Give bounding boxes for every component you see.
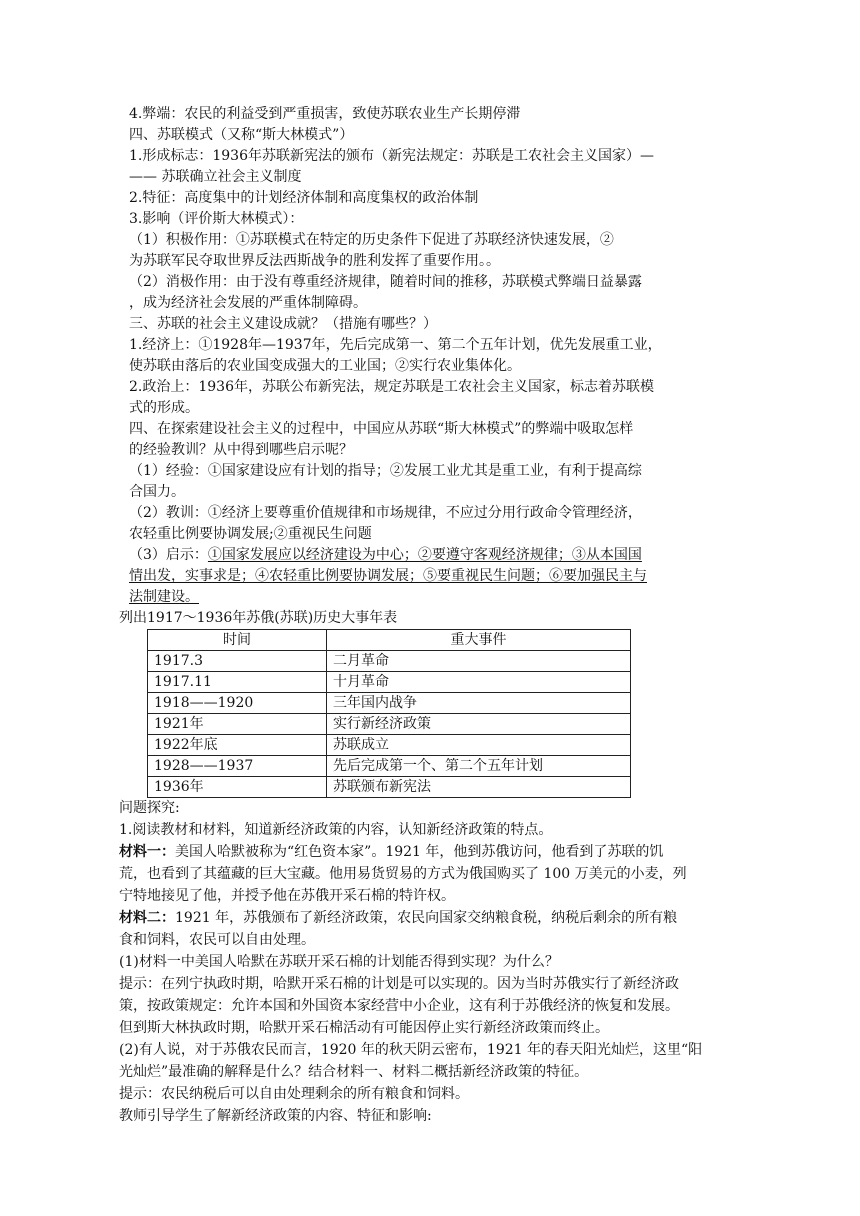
table-cell-event: 实行新经济政策: [327, 714, 631, 735]
material-two-line-2: 食和饲料，农民可以自由处理。: [119, 932, 315, 948]
text-line: 四、在探索建设社会主义的过程中，中国应从苏联“斯大林模式”的弊端中吸取怎样: [129, 421, 634, 437]
text-line: 四、苏联模式（又称“斯大林模式”）: [129, 127, 354, 143]
text-line: 1.形成标志：1936年苏联新宪法的颁布（新宪法规定：苏联是工农社会主义国家）—: [129, 148, 654, 164]
material-one-text-1: 美国人哈默被称为“红色资本家”。1921 年，他到苏俄访问，他看到了苏联的饥: [175, 844, 664, 860]
table-cell-event: 十月革命: [327, 672, 631, 693]
table-cell-event: 苏联成立: [327, 735, 631, 756]
text-line: 式的形成。: [129, 400, 199, 416]
hint-1-line-1: 提示：在列宁执政时期，哈默开采石棉的计划是可以实现的。因为当时苏俄实行了新经济政: [119, 976, 679, 992]
text-line: （2）消极作用：由于没有尊重经济规律，随着时间的推移，苏联模式弊端日益暴露: [129, 274, 642, 290]
table-row: [148, 714, 631, 735]
table-row: [148, 735, 631, 756]
enlightenment-line-1: [129, 545, 737, 566]
question-2-line-2: 光灿烂”最准确的解释是什么？结合材料一、材料二概括新经济政策的特征。: [119, 1064, 589, 1080]
table-header-row: [148, 630, 631, 651]
table-cell-event: 先后完成第一个、第二个五年计划: [327, 756, 631, 777]
table-cell-time: 1922年底: [148, 735, 327, 756]
table-row: [148, 756, 631, 777]
table-cell-time: 1918——1920: [148, 693, 327, 714]
material-one-line-1: [119, 841, 737, 863]
table-cell-time: 1928——1937: [148, 756, 327, 777]
text-line: 1.经济上：①1928年—1937年，先后完成第一、第二个五年计划，优先发展重工业，: [129, 337, 662, 353]
material-one-line-2: 荒，也看到了其蕴藏的巨大宝藏。他用易货贸易的方式为俄国购买了 100 万美元的小麦，列: [119, 866, 687, 882]
table-title: 列出1917～1936年苏俄(苏联)历史大事年表: [119, 610, 398, 626]
text-line: 3.影响（评价斯大林模式）：: [129, 211, 304, 227]
explore-task-1: 1.阅读教材和材料，知道新经济政策的内容，认知新经济政策的特点。: [119, 822, 553, 838]
question-1: (1)材料一中美国人哈默在苏联开采石棉的计划能否得到实现？为什么？: [119, 954, 559, 970]
table-header-time: 时间: [148, 630, 327, 651]
text-line: 2.特征：高度集中的计划经济体制和高度集权的政治体制: [129, 190, 479, 206]
table-cell-time: 1917.11: [148, 672, 327, 693]
table-cell-time: 1936年: [148, 777, 327, 798]
question-2-line-1: (2)有人说，对于苏俄农民而言，1920 年的秋天阴云密布，1921 年的春天阳光灿烂，这里“阳: [119, 1042, 703, 1058]
table-row: [148, 651, 631, 672]
text-line: 使苏联由落后的农业国变成强大的工业国；②实行农业集体化。: [129, 358, 521, 374]
table-cell-time: 1921年: [148, 714, 327, 735]
hint-1-line-3: 但到斯大林执政时期，哈默开采石棉活动有可能因停止实行新经济政策而终止。: [119, 1020, 609, 1036]
document-body: [119, 104, 737, 1127]
summary-section: [129, 104, 737, 545]
table-row: [148, 777, 631, 798]
material-one-line-3: 宁特地接见了他，并授予他在苏俄开采石棉的特许权。: [119, 888, 455, 904]
table-cell-event: 三年国内战争: [327, 693, 631, 714]
explore-title: 问题探究:: [119, 800, 180, 816]
hint-1-line-2: 策，按政策规定：允许本国和外国资本家经营中小企业，这有利于苏俄经济的恢复和发展。: [119, 998, 679, 1014]
text-line: —— 苏联确立社会主义制度: [129, 169, 302, 185]
text-line: 三、苏联的社会主义建设成就？（措施有哪些？）: [129, 316, 437, 332]
text-line: ，成为经济社会发展的严重体制障碍。: [129, 295, 367, 311]
text-line: 为苏联军民夺取世界反法西斯战争的胜利发挥了重要作用。。: [129, 253, 500, 269]
material-two-label: 材料二：: [119, 910, 175, 926]
text-line: 2.政治上：1936年，苏联公布新宪法，规定苏联是工农社会主义国家，标志着苏联模: [129, 379, 654, 395]
text-line: （1）积极作用：①苏联模式在特定的历史条件下促进了苏联经济快速发展，②: [129, 232, 614, 248]
table-cell-event: 苏联颁布新宪法: [327, 777, 631, 798]
enlightenment-line-2: 情出发，实事求是；④农轻重比例要协调发展；⑤要重视民生问题；⑥要加强民主与: [129, 568, 647, 584]
enlightenment-text-1: ①国家发展应以经济建设为中心；②要遵守客观经济规律；③从本国国: [207, 547, 642, 563]
table-row: [148, 672, 631, 693]
enlightenment-lead: （3）启示：: [129, 547, 208, 563]
table-row: [148, 693, 631, 714]
text-line: 的经验教训？从中得到哪些启示呢？: [129, 442, 353, 458]
hint-2: 提示：农民纳税后可以自由处理剩余的所有粮食和饲料。: [119, 1086, 469, 1102]
material-two-line-1: [119, 907, 737, 929]
events-table: [147, 629, 631, 798]
material-one-label: 材料一：: [119, 844, 175, 860]
enlightenment-line-3: 法制建设。: [129, 589, 199, 605]
table-cell-event: 二月革命: [327, 651, 631, 672]
text-line: （2）教训：①经济上要尊重价值规律和市场规律，不应过分用行政命令管理经济，: [129, 505, 642, 521]
text-line: 农轻重比例要协调发展;②重视民生问题: [129, 526, 372, 542]
table-cell-time: 1917.3: [148, 651, 327, 672]
text-line: 4.弊端：农民的利益受到严重损害，致使苏联农业生产长期停滞: [129, 106, 521, 122]
teacher-guide: 教师引导学生了解新经济政策的内容、特征和影响:: [119, 1108, 432, 1124]
material-two-text-1: 1921 年，苏俄颁布了新经济政策，农民向国家交纳粮食税，纳税后剩余的所有粮: [175, 910, 678, 926]
text-line: 合国力。: [129, 484, 185, 500]
text-line: （1）经验：①国家建设应有计划的指导；②发展工业尤其是重工业，有利于提高综: [129, 463, 642, 479]
table-header-event: 重大事件: [327, 630, 631, 651]
